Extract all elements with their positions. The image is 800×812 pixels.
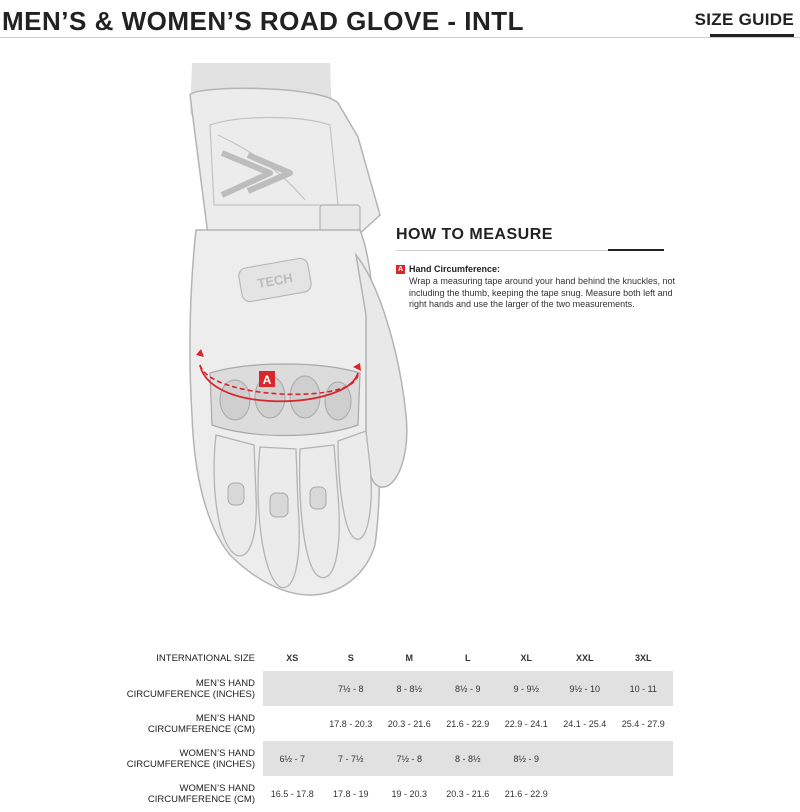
table-row [122,706,673,741]
row-label-line: MEN’S HAND [195,712,255,724]
row-label [122,706,263,741]
page-title: MEN’S & WOMEN’S ROAD GLOVE - INTL [2,6,525,36]
size-header-row [122,645,673,671]
row-label-line: WOMEN’S HAND [179,782,255,794]
table-cell: 10 - 11 [614,671,673,706]
row-label [122,776,263,811]
glove-illustration [170,55,415,625]
table-row [122,741,673,776]
table-cell [556,741,615,776]
table-cell: 20.3 - 21.6 [446,788,490,799]
table-cell: 9½ - 10 [556,671,615,706]
table-cell: 8½ - 9 [497,741,556,776]
size-header-cell: XS [286,653,299,663]
size-header-cell: XXL [575,653,594,663]
table-cell: 17.8 - 19 [332,788,369,799]
size-header-label: INTERNATIONAL SIZE [156,652,255,664]
size-table [122,645,673,811]
size-header-cell: S [347,653,354,663]
table-cell: 9 - 9½ [497,671,556,706]
table-cell: 21.6 - 22.9 [446,718,490,729]
table-cell: 6½ - 7 [263,741,322,776]
table-row [122,776,673,811]
size-header-cell: XL [520,653,532,663]
row-label-line: CIRCUMFERENCE (INCHES) [126,688,255,700]
table-cell: 17.8 - 20.3 [329,718,373,729]
hand-circumference-badge: A [397,266,404,273]
table-cell: 7½ - 8 [322,671,381,706]
table-cell: 25.4 - 27.9 [621,718,665,729]
table-cell: 21.6 - 22.9 [504,788,548,799]
how-to-measure-rule [396,250,608,251]
hand-circumference-label: Hand Circumference: [409,264,501,274]
hand-circumference-instructions: Wrap a measuring tape around your hand behind the knuckles, not including the thumb, keeping the tape snug. Measure both left and right hands and use the larger of the two measurements. [409,276,676,309]
cuff-strap [320,205,360,231]
table-cell: 16.5 - 17.8 [270,788,314,799]
table-cell [614,741,673,776]
table-cell: 8 - 8½ [380,671,439,706]
how-to-measure-rule-accent [608,249,664,251]
how-to-measure-title: HOW TO MEASURE [396,226,553,243]
table-cell [614,776,673,811]
table-cell [263,671,322,706]
table-cell: 22.9 - 24.1 [504,718,548,729]
table-cell: 24.1 - 25.4 [563,718,607,729]
row-label [122,741,263,776]
row-label-line: CIRCUMFERENCE (INCHES) [126,758,255,770]
row-label [122,671,263,706]
table-cell [263,706,322,741]
table-row [122,671,673,706]
row-label-line: WOMEN’S HAND [179,747,255,759]
table-cell: 7½ - 8 [380,741,439,776]
wrist-logo-text: TECH [256,270,294,291]
table-cell: 8 - 8½ [439,741,498,776]
row-label-line: CIRCUMFERENCE (CM) [147,793,255,805]
table-cell: 8½ - 9 [439,671,498,706]
row-label-line: CIRCUMFERENCE (CM) [147,723,255,735]
size-guide-label: SIZE GUIDE [694,10,794,29]
row-label-line: MEN’S HAND [195,677,255,689]
size-header-cell: L [465,653,471,663]
marker-a-letter: A [262,373,272,387]
size-header-cell: 3XL [634,653,652,663]
header-divider [0,37,800,38]
table-cell [556,776,615,811]
size-header-cell: M [405,653,413,663]
table-cell: 19 - 20.3 [391,788,428,799]
table-cell: 20.3 - 21.6 [387,718,431,729]
table-cell: 7 - 7½ [322,741,381,776]
